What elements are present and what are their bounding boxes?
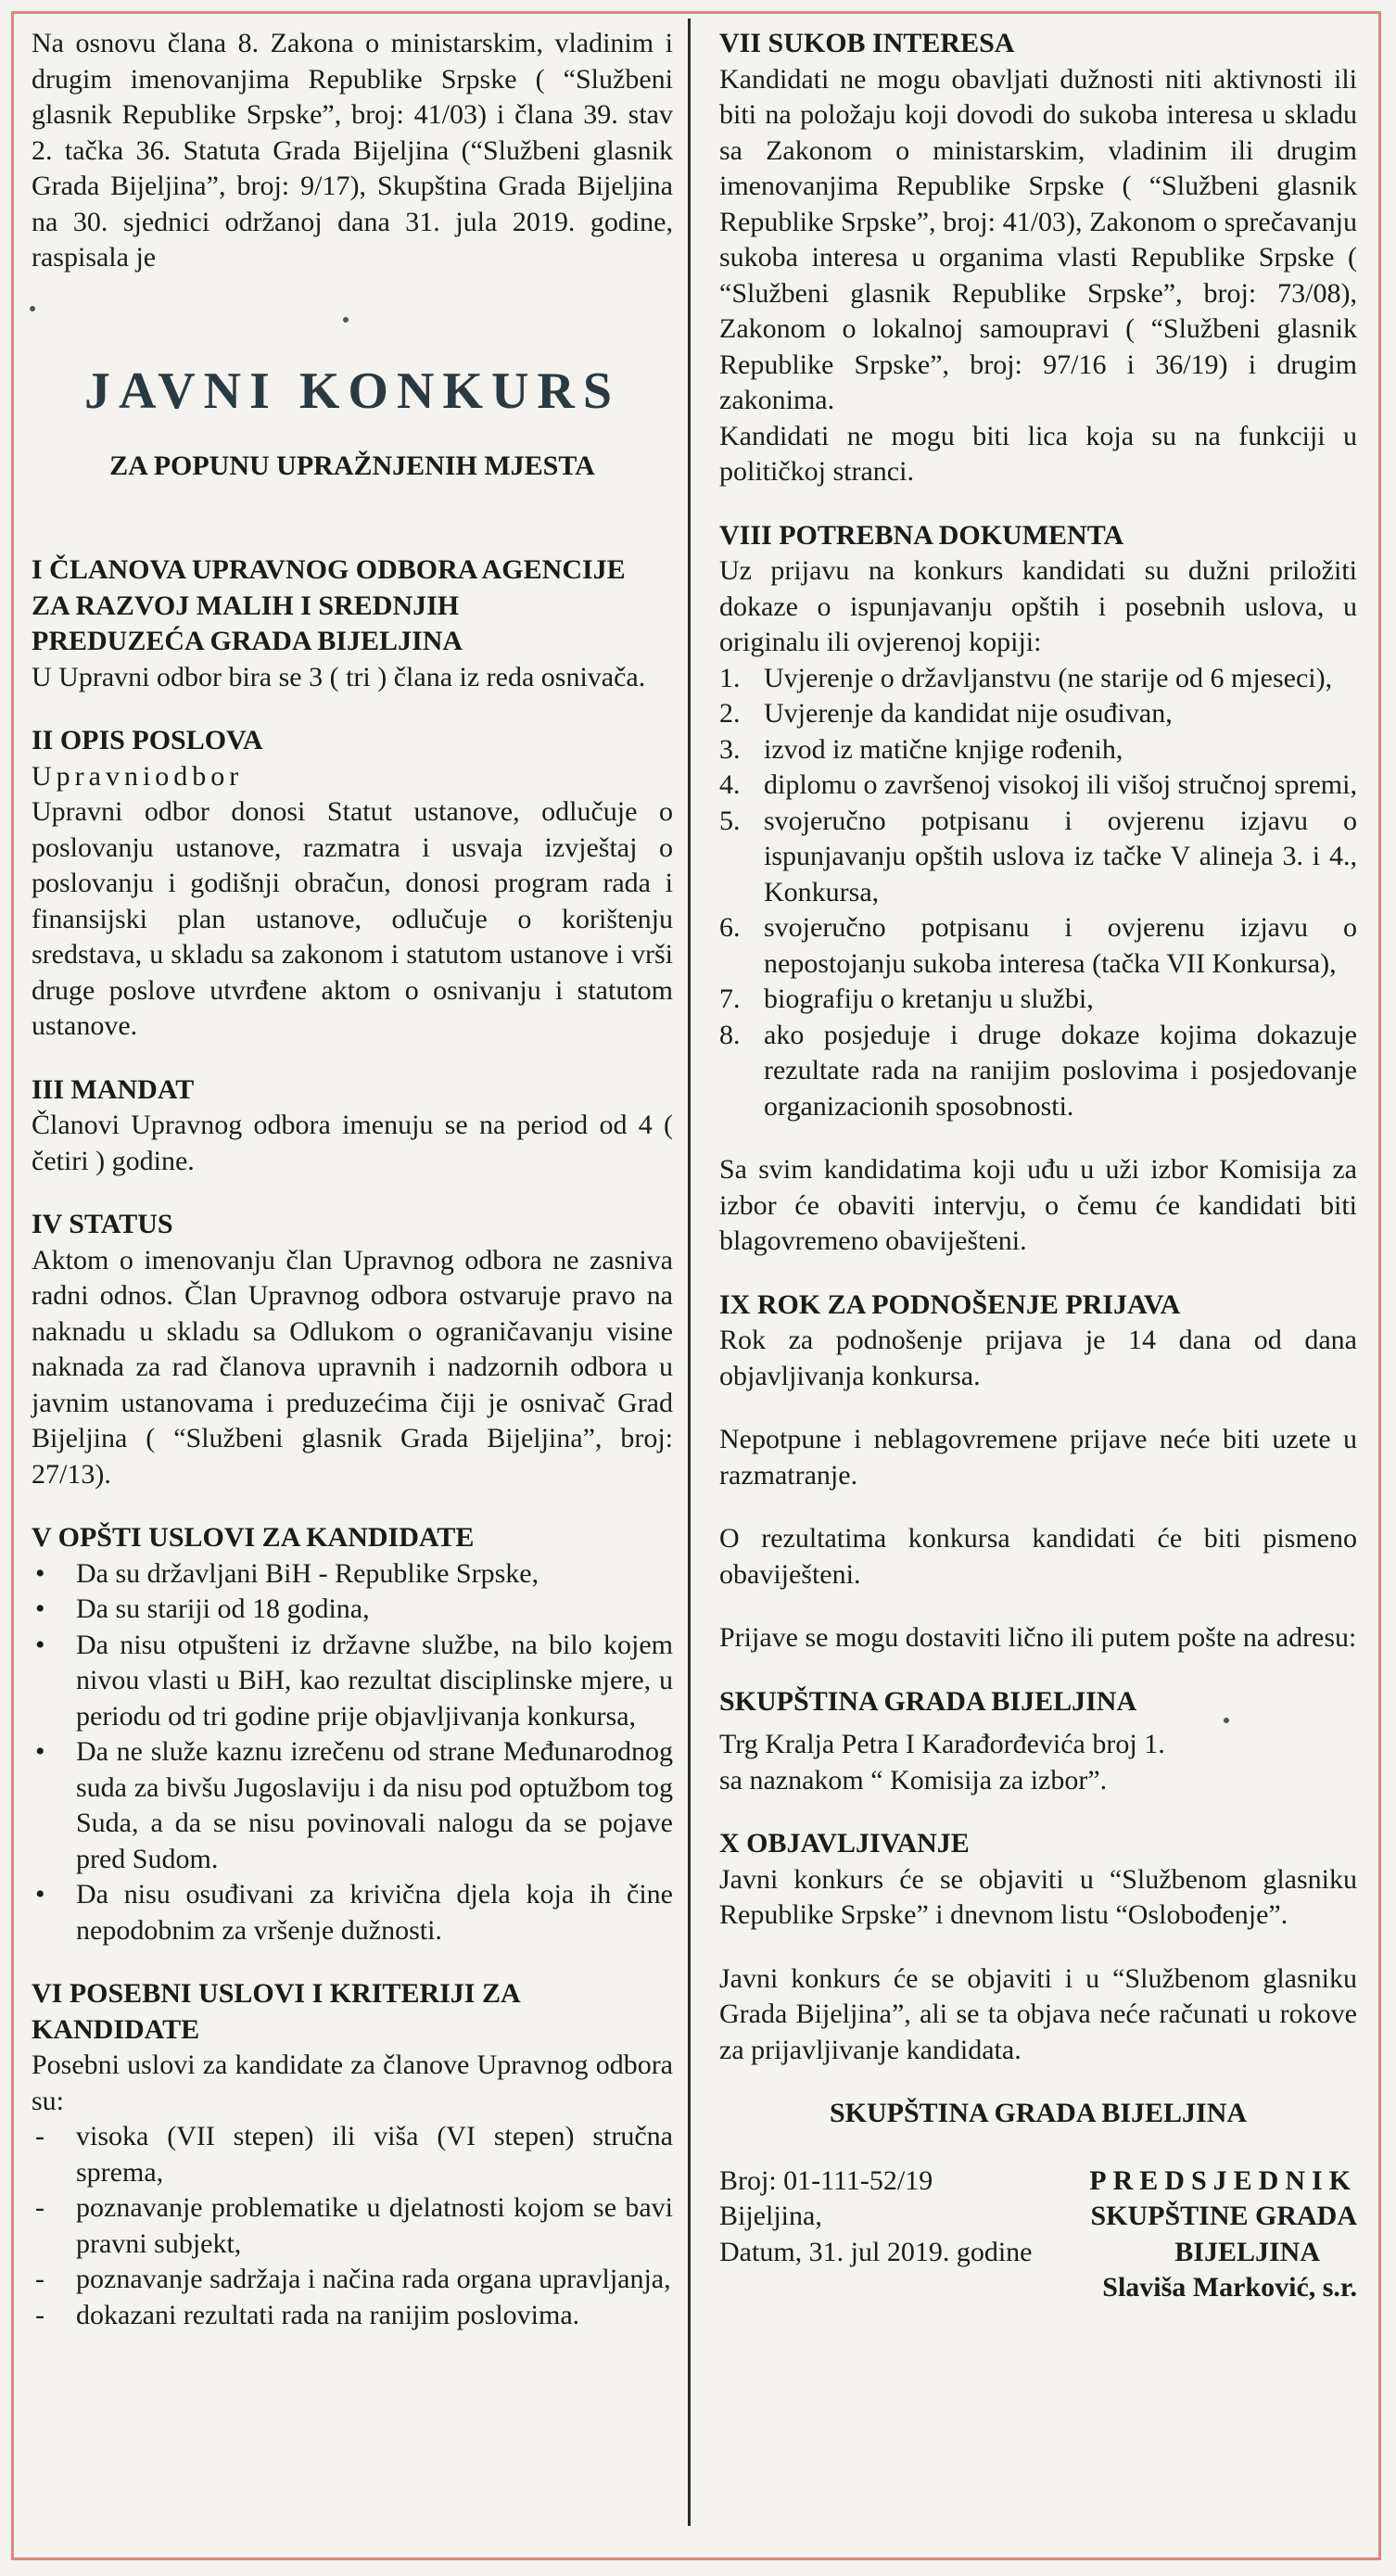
section-1-heading-line2: ZA RAZVOJ MALIH I SREDNJIH xyxy=(32,590,460,621)
reference-block xyxy=(719,2164,1072,2271)
signatory-role-3: BIJELJINA xyxy=(1174,2236,1320,2267)
speck xyxy=(30,306,35,311)
publication-paragraph-2: Javni konkurs će se objaviti i u “Službenom glasniku Grada Bijeljina”, ali se ta objava neće računati u rokove za prijavljivanje kandidata. xyxy=(719,1962,1357,2065)
place: Bijeljina, xyxy=(719,2201,822,2231)
signatory-block xyxy=(1089,2164,1357,2306)
documents-list xyxy=(719,661,1357,1125)
section-9-heading: IX ROK ZA PODNOŠENJE PRIJAVA xyxy=(719,1288,1181,1320)
signatory-role-2: SKUPŠTINE GRADA xyxy=(1090,2201,1357,2231)
section-7-heading: VII SUKOB INTERESA xyxy=(719,28,1015,58)
section-2-heading: II OPIS POSLOVA xyxy=(32,725,263,755)
speck xyxy=(1224,1718,1229,1723)
list-item: 2. Uvjerenje da kandidat nije osuđivan, xyxy=(719,698,1173,729)
deadline-paragraph: Rok za podnošenje prijava je 14 dana od dana objavljivanja konkursa. xyxy=(719,1325,1357,1391)
section-4-text: Aktom o imenovanju član Upravnog odbora ne zasniva radni odnos. Član Upravnog odbora ostvaruje pravo na naknadu u skladu sa Odlukom o ograničavanju visine naknada za rad članova upravnih i nadzornih odbora u javnim ustanovama i preduzećima čiji je osnivač Grad Bijeljina ( “Službeni glasnik Grada Bijeljina”, broj: 27/13). xyxy=(32,1244,673,1490)
section-3-text: Članovi Upravnog odbora imenuju se na period od 4 ( četiri ) godine. xyxy=(32,1110,673,1176)
publication-paragraph-1: Javni konkurs će se objaviti u “Službenom glasniku Republike Srpske” i dnevnom listu “Oslobođenje”. xyxy=(719,1863,1357,1930)
address-line-2: sa naznakom “ Komisija za izbor”. xyxy=(719,1764,1108,1796)
section-3-heading: III MANDAT xyxy=(32,1073,195,1105)
section-1-heading-line1: I ČLANOVA UPRAVNOG ODBORA AGENCIJE xyxy=(32,554,626,585)
notice-title: JAVNI KONKURS xyxy=(83,362,621,420)
interview-paragraph: Sa svim kandidatima koji uđu u uži izbor Komisija za izbor će obaviti intervju, o čemu će kandidati biti blagovremeno obaviješteni. xyxy=(719,1154,1357,1256)
right-column xyxy=(719,26,1357,2321)
list-item: 1. Uvjerenje o državljanstvu (ne starije od 6 mjeseci), xyxy=(719,662,1333,693)
submission-paragraph: Prijave se mogu dostaviti lično ili putem pošte na adresu: xyxy=(719,1622,1357,1653)
speck xyxy=(343,317,349,323)
list-item: - dokazani rezultati rada na ranijim poslovima. xyxy=(32,2298,673,2334)
section-8-heading: VIII POTREBNA DOKUMENTA xyxy=(719,519,1124,551)
special-conditions-list xyxy=(32,2119,673,2333)
section-6-text: Posebni uslovi za kandidate za članove Upravnog odbora su: xyxy=(32,2049,673,2116)
general-conditions-list xyxy=(32,1556,673,1949)
section-2-subheading: Upravniodbor xyxy=(32,760,244,792)
reference-number: Broj: 01-111-52/19 xyxy=(719,2164,933,2196)
notice-subtitle: ZA POPUNU UPRAŽNJENIH MJESTA xyxy=(109,450,595,481)
column-divider xyxy=(688,19,691,2526)
list-item: 3. izvod iz matične knjige rođenih, xyxy=(719,733,1123,765)
incomplete-paragraph: Nepotpune i neblagovremene prijave neće biti uzete u razmatranje. xyxy=(719,1424,1357,1491)
left-column xyxy=(32,26,673,2333)
section-1-heading-line3: PREDUZEĆA GRADA BIJELJINA xyxy=(32,626,463,656)
list-item: • Da su državljani BiH - Republike Srpske, xyxy=(32,1556,673,1593)
address-heading: SKUPŠTINA GRADA BIJELJINA xyxy=(719,1685,1137,1717)
section-5-heading: V OPŠTI USLOVI ZA KANDIDATE xyxy=(32,1522,475,1553)
section-6-heading: VI POSEBNI USLOVI I KRITERIJI ZA KANDIDATE xyxy=(32,1978,519,2045)
section-2-text: Upravni odbor donosi Statut ustanove, odlučuje o poslovanju ustanove, razmatra i usvaja izvještaj o poslovanju i godišnji obračun, donosi program rada i finansijski plan ustanove, odlučuje o korištenju sredstava, u skladu sa zakonom i statutom ustanove i vrši druge poslove utvrđene aktom o osnivanju i statutom ustanove. xyxy=(32,796,673,1041)
section-4-heading: IV STATUS xyxy=(32,1209,173,1239)
date: Datum, 31. jul 2019. godine xyxy=(719,2236,1033,2267)
list-item: 8. ako posjeduje i druge dokaze kojima dokazuje rezultate rada na ranijim poslovima i posjedovanje organizacionih sposobnosti. xyxy=(719,1019,1357,1122)
list-item: • Da su stariji od 18 godina, xyxy=(32,1592,673,1628)
list-item: • Da ne služe kaznu izrečenu od strane Međunarodnog suda za bivšu Jugoslaviju i da nisu pod optužbom tog Suda, a da se nisu povinovali nalogu da se pojave pred Sudom. xyxy=(32,1734,673,1877)
list-item: - poznavanje sadržaja i načina rada organa upravljanja, xyxy=(32,2262,673,2298)
results-paragraph: O rezultatima konkursa kandidati će biti pismeno obaviješteni. xyxy=(719,1523,1357,1590)
list-item: 7. biografiju o kretanju u službi, xyxy=(719,983,1094,1014)
section-10-heading: X OBJAVLJIVANJE xyxy=(719,1828,970,1859)
section-8-text: Uz prijavu na konkurs kandidati su dužni priložiti dokaze o ispunjavanju opštih i posebnih uslova, u originalu ili ovjerenoj kopiji: xyxy=(719,555,1357,657)
issuer-heading: SKUPŠTINA GRADA BIJELJINA xyxy=(829,2098,1248,2128)
signature-block xyxy=(719,2164,1357,2321)
section-1-text: U Upravni odbor bira se 3 ( tri ) člana iz reda osnivača. xyxy=(32,661,646,692)
signatory-role-1: PREDSJEDNIK xyxy=(1089,2164,1357,2196)
list-item: - visoka (VII stepen) ili viša (VI stepen) stručna sprema, xyxy=(32,2119,673,2190)
signatory-name: Slaviša Marković, s.r. xyxy=(1102,2272,1357,2303)
list-item: 4. diplomu o završenoj visokoj ili višoj stručnoj spremi, xyxy=(719,769,1357,800)
section-7-text-2: Kandidati ne mogu biti lica koja su na funkciji u političkoj stranci. xyxy=(719,420,1357,487)
intro-paragraph: Na osnovu člana 8. Zakona o ministarskim, vladinim i drugim imenovanjima Republike Srpske ( “Službeni glasnik Republike Srpske”, broj: 41/03) i člana 39. stav 2. tačka 36. Statuta Grada Bijeljina (“Službeni glasnik Grada Bijeljina”, broj: 9/17), Skupština Grada Bijeljina na 30. sjednici održanoj dana 31. jula 2019. godine, raspisala je xyxy=(32,28,673,273)
section-7-text: Kandidati ne mogu obavljati dužnosti niti aktivnosti ili biti na položaju koji dovodi do sukoba interesa u skladu sa Zakonom o ministarskim, vladinim ili drugim imenovanjima Republike Srpske ( “Službeni glasnik Republike Srpske”, broj: 41/03), Zakonom o sprečavanju sukoba interesa u organima vlasti Republike Srpske ( “Službeni glasnik Republike Srpske”, broj: 73/08), Zakonom o lokalnoj samoupravi ( “Službeni glasnik Republike Srpske”, broj: 97/16 i 36/19) i drugim zakonima. xyxy=(719,63,1357,415)
list-item: • Da nisu osuđivani za krivična djela koja ih čine nepodobnim za vršenje dužnosti. xyxy=(32,1877,673,1948)
list-item: 6. svojeručno potpisanu i ovjerenu izjavu o nepostojanju sukoba interesa (tačka VII Konkursa), xyxy=(719,912,1357,979)
list-item: 5. svojeručno potpisanu i ovjerenu izjavu o ispunjavanju opštih uslova iz tačke V alineja 3. i 4., Konkursa, xyxy=(719,805,1357,907)
list-item: • Da nisu otpušteni iz državne službe, na bilo kojem nivou vlasti u BiH, kao rezultat disciplinske mjere, u periodu od tri godine prije objavljivanja konkursa, xyxy=(32,1628,673,1735)
address-line-1: Trg Kralja Petra I Karađorđevića broj 1. xyxy=(719,1729,1165,1759)
list-item: - poznavanje problematike u djelatnosti kojom se bavi pravni subjekt, xyxy=(32,2190,673,2262)
